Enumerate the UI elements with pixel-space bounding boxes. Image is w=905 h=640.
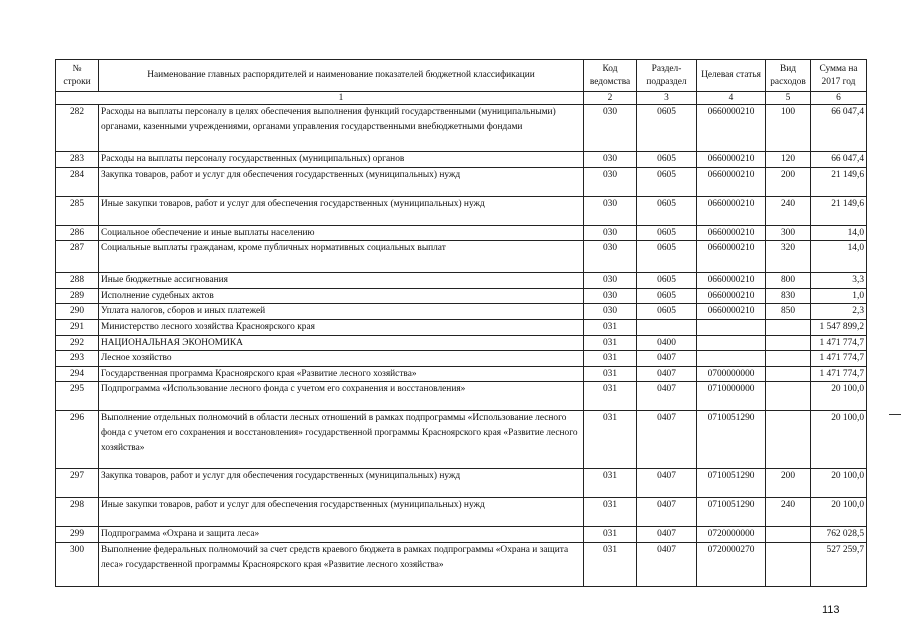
row-name: НАЦИОНАЛЬНАЯ ЭКОНОМИКА bbox=[99, 335, 584, 351]
row-section: 0407 bbox=[637, 498, 697, 527]
row-sum: 1 471 774,7 bbox=[811, 335, 867, 351]
row-target-article: 0660000210 bbox=[697, 288, 766, 304]
row-expense-kind: 320 bbox=[766, 241, 811, 273]
row-section: 0605 bbox=[637, 167, 697, 196]
row-name: Закупка товаров, работ и услуг для обеспечения государственных (муниципальных) нужд bbox=[99, 167, 584, 196]
table-row bbox=[56, 152, 867, 168]
row-section: 0407 bbox=[637, 469, 697, 498]
row-department-code: 031 bbox=[584, 542, 637, 586]
row-expense-kind: 200 bbox=[766, 469, 811, 498]
table-row bbox=[56, 527, 867, 543]
row-target-article: 0660000210 bbox=[697, 105, 766, 152]
row-number: 297 bbox=[56, 469, 99, 498]
row-department-code: 031 bbox=[584, 382, 637, 411]
row-name: Выполнение федеральных полномочий за счет средств краевого бюджета в рамках подпрограммы «Охрана и защита леса» государственной программы Красноярского края «Развитие лесного хозяйства» bbox=[99, 542, 584, 586]
row-expense-kind: 100 bbox=[766, 105, 811, 152]
row-sum: 14,0 bbox=[811, 241, 867, 273]
row-expense-kind: 200 bbox=[766, 167, 811, 196]
row-target-article bbox=[697, 319, 766, 335]
table-row bbox=[56, 288, 867, 304]
row-name: Исполнение судебных актов bbox=[99, 288, 584, 304]
row-department-code: 030 bbox=[584, 241, 637, 273]
row-section: 0407 bbox=[637, 411, 697, 469]
row-target-article: 0710051290 bbox=[697, 469, 766, 498]
row-expense-kind bbox=[766, 411, 811, 469]
table-row bbox=[56, 241, 867, 273]
row-number: 298 bbox=[56, 498, 99, 527]
column-index: 5 bbox=[766, 92, 811, 105]
row-section: 0605 bbox=[637, 105, 697, 152]
row-target-article bbox=[697, 335, 766, 351]
row-department-code: 031 bbox=[584, 366, 637, 382]
row-sum: 14,0 bbox=[811, 225, 867, 241]
column-index: 1 bbox=[56, 92, 584, 105]
row-expense-kind: 850 bbox=[766, 304, 811, 320]
header-section: Раздел-подраздел bbox=[637, 60, 697, 92]
table-row bbox=[56, 351, 867, 367]
table-row bbox=[56, 335, 867, 351]
row-department-code: 030 bbox=[584, 273, 637, 289]
row-number: 292 bbox=[56, 335, 99, 351]
row-sum: 1 471 774,7 bbox=[811, 351, 867, 367]
row-target-article: 0720000270 bbox=[697, 542, 766, 586]
row-name: Социальное обеспечение и иные выплаты населению bbox=[99, 225, 584, 241]
row-department-code: 030 bbox=[584, 152, 637, 168]
row-department-code: 030 bbox=[584, 196, 637, 225]
row-expense-kind bbox=[766, 527, 811, 543]
row-department-code: 030 bbox=[584, 105, 637, 152]
row-sum: 21 149,6 bbox=[811, 167, 867, 196]
row-sum: 1,0 bbox=[811, 288, 867, 304]
table-row bbox=[56, 304, 867, 320]
row-section: 0407 bbox=[637, 351, 697, 367]
row-expense-kind bbox=[766, 335, 811, 351]
row-name: Иные закупки товаров, работ и услуг для обеспечения государственных (муниципальных) нужд bbox=[99, 498, 584, 527]
budget-table bbox=[55, 59, 867, 587]
row-target-article: 0710000000 bbox=[697, 382, 766, 411]
row-section: 0605 bbox=[637, 241, 697, 273]
table-row bbox=[56, 319, 867, 335]
column-index: 2 bbox=[584, 92, 637, 105]
row-department-code: 031 bbox=[584, 335, 637, 351]
row-target-article bbox=[697, 351, 766, 367]
row-target-article: 0660000210 bbox=[697, 273, 766, 289]
row-expense-kind: 800 bbox=[766, 273, 811, 289]
row-sum: 20 100,0 bbox=[811, 469, 867, 498]
row-target-article: 0660000210 bbox=[697, 152, 766, 168]
table-row bbox=[56, 498, 867, 527]
row-sum: 20 100,0 bbox=[811, 498, 867, 527]
row-sum: 527 259,7 bbox=[811, 542, 867, 586]
row-name: Социальные выплаты гражданам, кроме публичных нормативных социальных выплат bbox=[99, 241, 584, 273]
row-sum: 21 149,6 bbox=[811, 196, 867, 225]
row-number: 285 bbox=[56, 196, 99, 225]
header-department-code: Код ведомства bbox=[584, 60, 637, 92]
row-target-article: 0660000210 bbox=[697, 225, 766, 241]
row-number: 293 bbox=[56, 351, 99, 367]
row-name: Уплата налогов, сборов и иных платежей bbox=[99, 304, 584, 320]
column-index: 3 bbox=[637, 92, 697, 105]
row-section: 0605 bbox=[637, 152, 697, 168]
table-header-row bbox=[56, 60, 867, 92]
row-department-code: 031 bbox=[584, 498, 637, 527]
row-section: 0407 bbox=[637, 382, 697, 411]
row-sum: 3,3 bbox=[811, 273, 867, 289]
row-number: 289 bbox=[56, 288, 99, 304]
header-target-article: Целевая статья bbox=[697, 60, 766, 92]
row-department-code: 031 bbox=[584, 319, 637, 335]
row-section: 0605 bbox=[637, 225, 697, 241]
column-index-row bbox=[56, 92, 867, 105]
header-name: Наименование главных распорядителей и наименование показателей бюджетной классификации bbox=[99, 60, 584, 92]
row-name: Расходы на выплаты персоналу в целях обеспечения выполнения функций государственными (муниципальными) органами, казенными учреждениями, органами управления государственными внебюджетными фондами bbox=[99, 105, 584, 152]
row-department-code: 030 bbox=[584, 304, 637, 320]
row-name: Иные закупки товаров, работ и услуг для обеспечения государственных (муниципальных) нужд bbox=[99, 196, 584, 225]
row-expense-kind bbox=[766, 366, 811, 382]
row-number: 290 bbox=[56, 304, 99, 320]
row-target-article: 0720000000 bbox=[697, 527, 766, 543]
row-number: 299 bbox=[56, 527, 99, 543]
row-expense-kind bbox=[766, 351, 811, 367]
row-sum: 1 547 899,2 bbox=[811, 319, 867, 335]
margin-mark bbox=[889, 414, 901, 415]
row-target-article: 0660000210 bbox=[697, 241, 766, 273]
row-name: Выполнение отдельных полномочий в области лесных отношений в рамках подпрограммы «Использование лесного фонда с учетом его сохранения и восстановления» государственной программы Красноярского края «Развитие лесного хозяйства» bbox=[99, 411, 584, 469]
row-section: 0605 bbox=[637, 196, 697, 225]
row-number: 283 bbox=[56, 152, 99, 168]
table-row bbox=[56, 469, 867, 498]
row-section: 0407 bbox=[637, 542, 697, 586]
row-department-code: 031 bbox=[584, 527, 637, 543]
row-department-code: 031 bbox=[584, 351, 637, 367]
header-row-number: № строки bbox=[56, 60, 99, 92]
row-sum: 66 047,4 bbox=[811, 152, 867, 168]
row-name: Расходы на выплаты персоналу государственных (муниципальных) органов bbox=[99, 152, 584, 168]
row-name: Подпрограмма «Использование лесного фонда с учетом его сохранения и восстановления» bbox=[99, 382, 584, 411]
header-sum: Сумма на 2017 год bbox=[811, 60, 867, 92]
row-section: 0400 bbox=[637, 335, 697, 351]
row-name: Иные бюджетные ассигнования bbox=[99, 273, 584, 289]
row-target-article: 0660000210 bbox=[697, 304, 766, 320]
row-sum: 20 100,0 bbox=[811, 411, 867, 469]
row-sum: 66 047,4 bbox=[811, 105, 867, 152]
row-section: 0407 bbox=[637, 527, 697, 543]
row-section: 0605 bbox=[637, 288, 697, 304]
row-expense-kind bbox=[766, 382, 811, 411]
row-department-code: 030 bbox=[584, 288, 637, 304]
row-name: Министерство лесного хозяйства Красноярского края bbox=[99, 319, 584, 335]
row-number: 284 bbox=[56, 167, 99, 196]
row-number: 291 bbox=[56, 319, 99, 335]
row-department-code: 031 bbox=[584, 411, 637, 469]
row-number: 295 bbox=[56, 382, 99, 411]
row-number: 294 bbox=[56, 366, 99, 382]
row-target-article: 0660000210 bbox=[697, 196, 766, 225]
table-body bbox=[56, 105, 867, 587]
row-number: 286 bbox=[56, 225, 99, 241]
row-target-article: 0660000210 bbox=[697, 167, 766, 196]
row-sum: 1 471 774,7 bbox=[811, 366, 867, 382]
row-expense-kind: 830 bbox=[766, 288, 811, 304]
table-row bbox=[56, 273, 867, 289]
row-number: 287 bbox=[56, 241, 99, 273]
row-sum: 2,3 bbox=[811, 304, 867, 320]
row-name: Лесное хозяйство bbox=[99, 351, 584, 367]
row-section: 0407 bbox=[637, 366, 697, 382]
row-number: 296 bbox=[56, 411, 99, 469]
column-index: 4 bbox=[697, 92, 766, 105]
row-department-code: 031 bbox=[584, 469, 637, 498]
column-index: 6 bbox=[811, 92, 867, 105]
header-expense-kind: Вид расходов bbox=[766, 60, 811, 92]
row-section bbox=[637, 319, 697, 335]
table-row bbox=[56, 542, 867, 586]
row-name: Закупка товаров, работ и услуг для обеспечения государственных (муниципальных) нужд bbox=[99, 469, 584, 498]
row-number: 288 bbox=[56, 273, 99, 289]
row-expense-kind: 300 bbox=[766, 225, 811, 241]
row-target-article: 0700000000 bbox=[697, 366, 766, 382]
table-row bbox=[56, 225, 867, 241]
row-expense-kind: 240 bbox=[766, 498, 811, 527]
row-expense-kind: 120 bbox=[766, 152, 811, 168]
table-row bbox=[56, 105, 867, 152]
row-name: Подпрограмма «Охрана и защита леса» bbox=[99, 527, 584, 543]
table-row bbox=[56, 196, 867, 225]
row-number: 282 bbox=[56, 105, 99, 152]
row-number: 300 bbox=[56, 542, 99, 586]
row-sum: 762 028,5 bbox=[811, 527, 867, 543]
table-row bbox=[56, 411, 867, 469]
row-expense-kind bbox=[766, 542, 811, 586]
row-name: Государственная программа Красноярского края «Развитие лесного хозяйства» bbox=[99, 366, 584, 382]
row-expense-kind: 240 bbox=[766, 196, 811, 225]
row-target-article: 0710051290 bbox=[697, 498, 766, 527]
row-section: 0605 bbox=[637, 273, 697, 289]
row-sum: 20 100,0 bbox=[811, 382, 867, 411]
row-target-article: 0710051290 bbox=[697, 411, 766, 469]
row-department-code: 030 bbox=[584, 167, 637, 196]
table-row bbox=[56, 366, 867, 382]
page-number: 113 bbox=[822, 604, 840, 616]
row-department-code: 030 bbox=[584, 225, 637, 241]
table-row bbox=[56, 382, 867, 411]
row-expense-kind bbox=[766, 319, 811, 335]
row-section: 0605 bbox=[637, 304, 697, 320]
table-row bbox=[56, 167, 867, 196]
